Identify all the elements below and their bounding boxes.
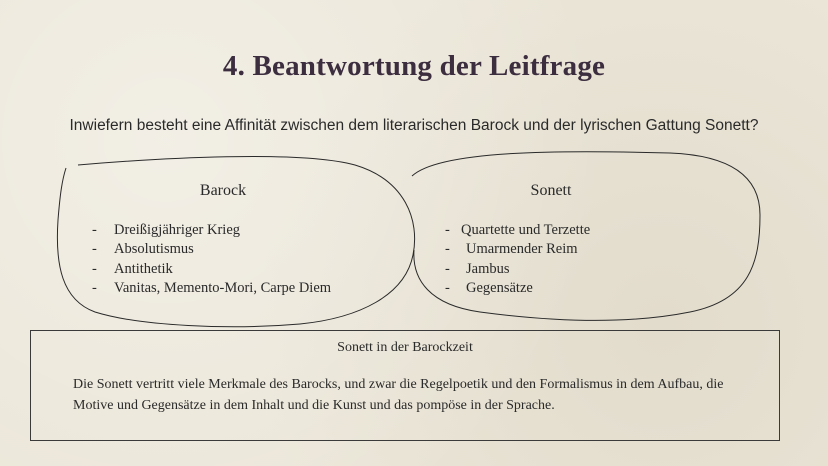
sonett-list <box>445 221 590 298</box>
sonett-heading: Sonett <box>530 182 572 199</box>
list-item: - Gegensätze <box>445 279 533 296</box>
barock-list <box>92 221 331 298</box>
list-item: - Antithetik <box>92 260 173 277</box>
list-item: - Dreißigjähriger Krieg <box>92 222 241 238</box>
list-item: - Umarmender Reim <box>445 241 578 258</box>
list-item: - Vanitas, Memento-Mori, Carpe Diem <box>92 279 332 296</box>
summary-text: Die Sonett vertritt viele Merkmale des Barocks, und zwar die Regelpoetik und den Formalismus in dem Aufbau, die Motive und Gegensätze in dem Inhalt und die Kunst und das pompöse in der Sprache. <box>73 377 724 413</box>
list-item: - Absolutismus <box>92 241 194 258</box>
barock-heading: Barock <box>199 182 247 199</box>
list-item: - Quartette und Terzette <box>445 222 591 238</box>
summary-box <box>30 330 780 441</box>
slide-title: 4. Beantwortung der Leitfrage <box>222 50 606 82</box>
guiding-question: Inwiefern besteht eine Affinität zwischen dem literarischen Barock und der lyrischen Gattung Sonett? <box>69 117 759 134</box>
list-item: - Jambus <box>445 260 510 277</box>
summary-title: Sonett in der Barockzeit <box>337 340 473 355</box>
